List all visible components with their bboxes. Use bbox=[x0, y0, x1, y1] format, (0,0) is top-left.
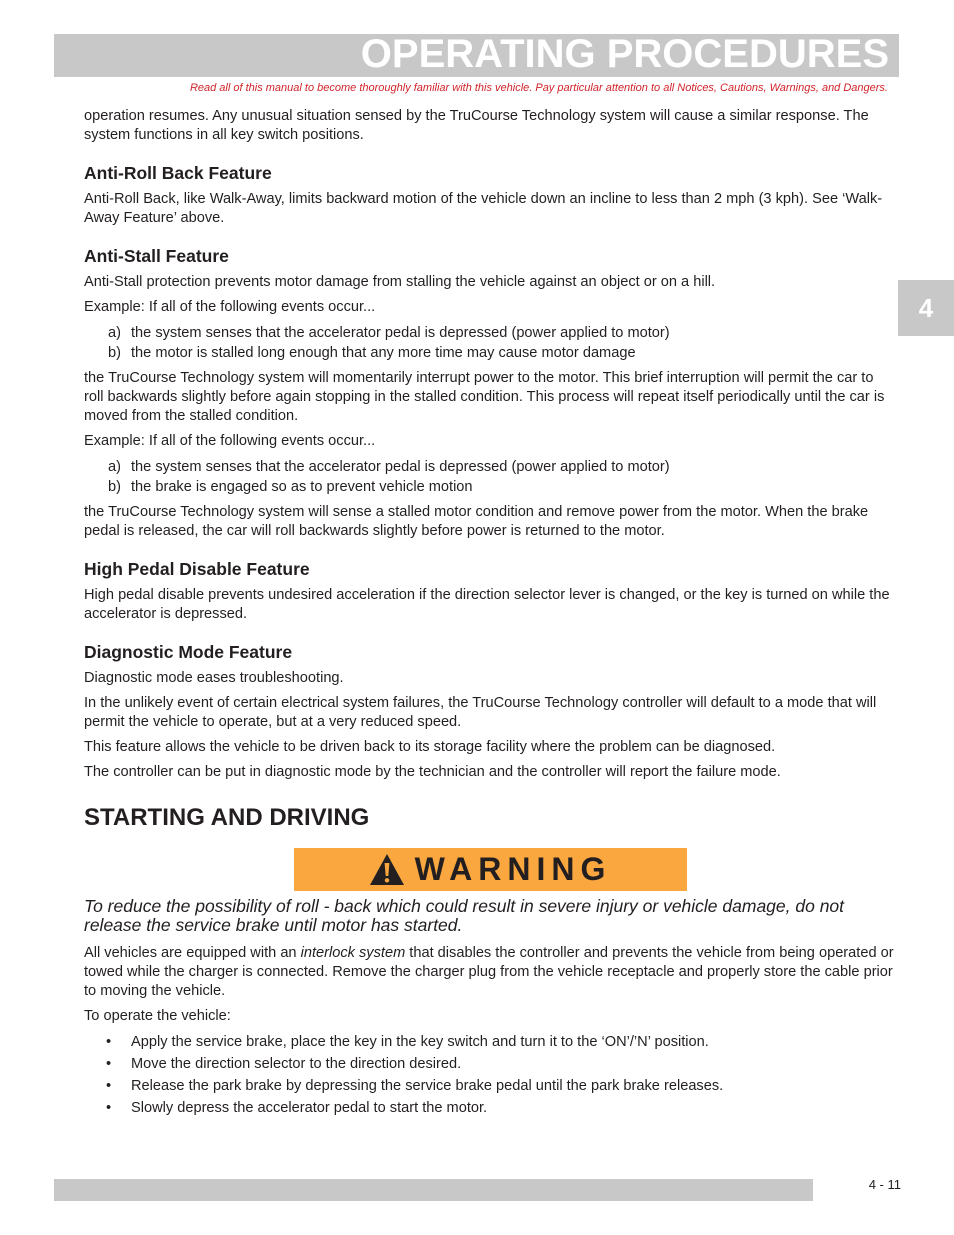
list-marker: a) bbox=[108, 325, 121, 341]
safety-notice: Read all of this manual to become thoroughly familiar with this vehicle. Pay particular attention to all Notices, Cautions, Warnings, and Dangers. bbox=[189, 82, 888, 94]
starting-driving-title: STARTING AND DRIVING bbox=[84, 804, 370, 831]
page-header-title: OPERATING PROCEDURES bbox=[360, 32, 889, 76]
list-item-text: the brake is engaged so as to prevent vehicle motion bbox=[131, 479, 473, 495]
interlock-paragraph bbox=[84, 944, 896, 1001]
anti-stall-list-2 bbox=[84, 457, 896, 497]
diagnostic-paragraph-4: The controller can be put in diagnostic mode by the technician and the controller will report the failure mode. bbox=[84, 764, 781, 780]
list-item-text: Apply the service brake, place the key in the key switch and turn it to the ‘ON’/’N’ position. bbox=[131, 1034, 709, 1050]
interlock-text-after: that disables the controller and prevents the vehicle from being operated or towed while the charger is connected. Remove the charger plug from the vehicle receptacle and properly store the cable prior to moving the vehicle. bbox=[84, 945, 894, 999]
warning-banner-wrap bbox=[84, 848, 896, 891]
bullet: • bbox=[106, 1100, 112, 1116]
anti-roll-text: Anti-Roll Back, like Walk-Away, limits backward motion of the vehicle down an incline to less than 2 mph (3 kph). See ‘Walk-Away Feature’ above. bbox=[84, 191, 883, 226]
diagnostic-heading: Diagnostic Mode Feature bbox=[84, 642, 293, 662]
footer-bar bbox=[54, 1179, 813, 1201]
bullet: • bbox=[106, 1056, 112, 1072]
list-item bbox=[84, 1032, 896, 1052]
warning-message: To reduce the possibility of roll - back which could result in severe injury or vehicle damage, do not release the service brake until motor has started. bbox=[84, 896, 845, 935]
header-bar bbox=[54, 34, 899, 77]
intro-paragraph: operation resumes. Any unusual situation sensed by the TruCourse Technology system will cause a similar response. The system functions in all key switch positions. bbox=[84, 108, 869, 143]
anti-stall-paragraph-2: the TruCourse Technology system will momentarily interrupt power to the motor. This brief interruption will permit the car to roll backwards slightly before again stopping in the stalled condition. This process will repeat itself periodically until the car is moved from the stalled condition. bbox=[84, 370, 885, 424]
list-item-text: Release the park brake by depressing the service brake pedal until the park brake releases. bbox=[131, 1078, 724, 1094]
list-marker: a) bbox=[108, 459, 121, 475]
list-item-text: the system senses that the accelerator pedal is depressed (power applied to motor) bbox=[131, 459, 670, 475]
list-item bbox=[84, 457, 896, 477]
interlock-text-before: All vehicles are equipped with an bbox=[84, 945, 301, 961]
chapter-tab: 4 bbox=[898, 280, 954, 336]
diagnostic-paragraph-1: Diagnostic mode eases troubleshooting. bbox=[84, 670, 344, 686]
operate-steps-list bbox=[84, 1032, 896, 1118]
high-pedal-heading: High Pedal Disable Feature bbox=[84, 559, 310, 579]
operate-intro: To operate the vehicle: bbox=[84, 1008, 231, 1024]
list-item bbox=[84, 1076, 896, 1096]
diagnostic-paragraph-3: This feature allows the vehicle to be driven back to its storage facility where the problem can be diagnosed. bbox=[84, 739, 776, 755]
anti-stall-heading: Anti-Stall Feature bbox=[84, 246, 229, 266]
bullet: • bbox=[106, 1034, 112, 1050]
anti-stall-example-2: Example: If all of the following events occur... bbox=[84, 433, 376, 449]
bullet: • bbox=[106, 1078, 112, 1094]
warning-banner bbox=[294, 848, 687, 891]
anti-stall-text: Anti-Stall protection prevents motor damage from stalling the vehicle against an object or on a hill. bbox=[84, 274, 716, 290]
list-item-text: Slowly depress the accelerator pedal to start the motor. bbox=[131, 1100, 488, 1116]
list-marker: b) bbox=[108, 479, 121, 495]
high-pedal-text: High pedal disable prevents undesired acceleration if the direction selector lever is changed, or the key is turned on while the accelerator is depressed. bbox=[84, 587, 890, 622]
list-item bbox=[84, 1054, 896, 1074]
page-number: 4 - 11 bbox=[868, 1177, 901, 1192]
list-item bbox=[84, 1098, 896, 1118]
list-item-text: the motor is stalled long enough that any more time may cause motor damage bbox=[131, 345, 636, 361]
list-item-text: Move the direction selector to the direction desired. bbox=[131, 1056, 462, 1072]
anti-roll-heading: Anti-Roll Back Feature bbox=[84, 163, 272, 183]
warning-label: WARNING bbox=[414, 851, 612, 887]
anti-stall-example-1: Example: If all of the following events occur... bbox=[84, 299, 376, 315]
anti-stall-list-1 bbox=[84, 323, 896, 363]
diagnostic-paragraph-2: In the unlikely event of certain electrical system failures, the TruCourse Technology controller will default to a mode that will permit the vehicle to operate, but at a very reduced speed. bbox=[84, 695, 877, 730]
page-content bbox=[84, 107, 896, 1120]
list-item-text: the system senses that the accelerator pedal is depressed (power applied to motor) bbox=[131, 325, 670, 341]
warning-triangle-icon bbox=[369, 853, 405, 886]
interlock-term: interlock system bbox=[300, 945, 406, 961]
list-item bbox=[84, 323, 896, 343]
list-marker: b) bbox=[108, 345, 121, 361]
list-item bbox=[84, 343, 896, 363]
anti-stall-paragraph-3: the TruCourse Technology system will sense a stalled motor condition and remove power from the motor. When the brake pedal is released, the car will roll backwards slightly before power is returned to the motor. bbox=[84, 504, 869, 539]
list-item bbox=[84, 477, 896, 497]
